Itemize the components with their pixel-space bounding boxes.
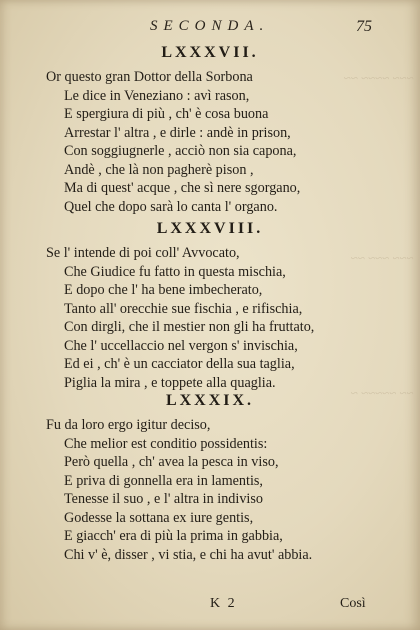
verse-line: Godesse la sottana ex iure gentis, [64,509,254,526]
stanza [46,244,314,392]
verse-line: Quel che dopo sarà lo canta l' organo. [64,198,278,215]
verse-line: Che l' uccellaccio nel vergon s' invischia, [64,337,298,354]
stanza-numeral: LXXXIX. [165,392,255,409]
running-head: SECONDA. [150,18,270,34]
verse-line: Però quella , ch' avea la pesca in viso, [64,454,279,470]
page-number: 75 [356,18,372,35]
verse-line: Piglia la mira , e toppete alla quaglia. [64,374,276,391]
stanza-numeral: LXXXVIII. [156,220,264,237]
verse-line: Con dirgli, che il mestier non gli ha fruttato, [64,319,315,335]
verse-line: Or questo gran Dottor della Sorbona [46,69,253,85]
verse-line: E priva di gonnella era in lamentis, [64,472,263,489]
stanza-numeral: LXXXVII. [161,44,259,61]
stanza [46,416,312,564]
page-footer [0,596,420,618]
signature-mark: K 2 [210,596,237,611]
verse-line: Andè , che là non pagherè pison , [64,161,254,178]
verse-line: Tanto all' orecchie sue fischia , e rifischia, [64,300,303,317]
verse-line: Fu da loro ergo igitur deciso, [46,417,211,433]
show-through-text: ~~~ ~~~~ ~~ [344,70,414,85]
catchword: Così [340,596,366,611]
verse-line: Chi v' è, disser , vi stia, e chi ha avut' abbia. [64,546,313,563]
verse-line: Che Giudice fu fatto in questa mischia, [64,263,286,280]
verse-line: Tenesse il suo , e l' altra in indiviso [64,491,263,507]
verse-line: Se l' intende di poi coll' Avvocato, [46,245,240,261]
verse-line: E spergiura di più , ch' è cosa buona [64,106,269,122]
show-through-text: ~~ ~~~~~ ~ [351,385,414,400]
verse-line: E giacch' era di più la prima in gabbia, [64,528,283,544]
verse-line: Ed ei , ch' è un cacciator della sua taglia, [64,356,295,372]
verse-line: Che melior est conditio possidentis: [64,435,268,452]
verse-line: Le dice in Veneziano : avì rason, [64,87,250,104]
stanza [46,68,300,216]
verse-line: Con soggiugnerle , acciò non sia capona, [64,143,297,159]
page-header [0,14,420,38]
verse-line: E dopo che l' ha bene imbecherato, [64,282,263,298]
verse-line: Ma di quest' acque , che sì nere sgorgano, [64,180,301,196]
show-through-text: ~~~ ~~~ ~~ [351,250,414,265]
verse-line: Arrestar l' altra , e dirle : andè in prison, [64,124,291,141]
